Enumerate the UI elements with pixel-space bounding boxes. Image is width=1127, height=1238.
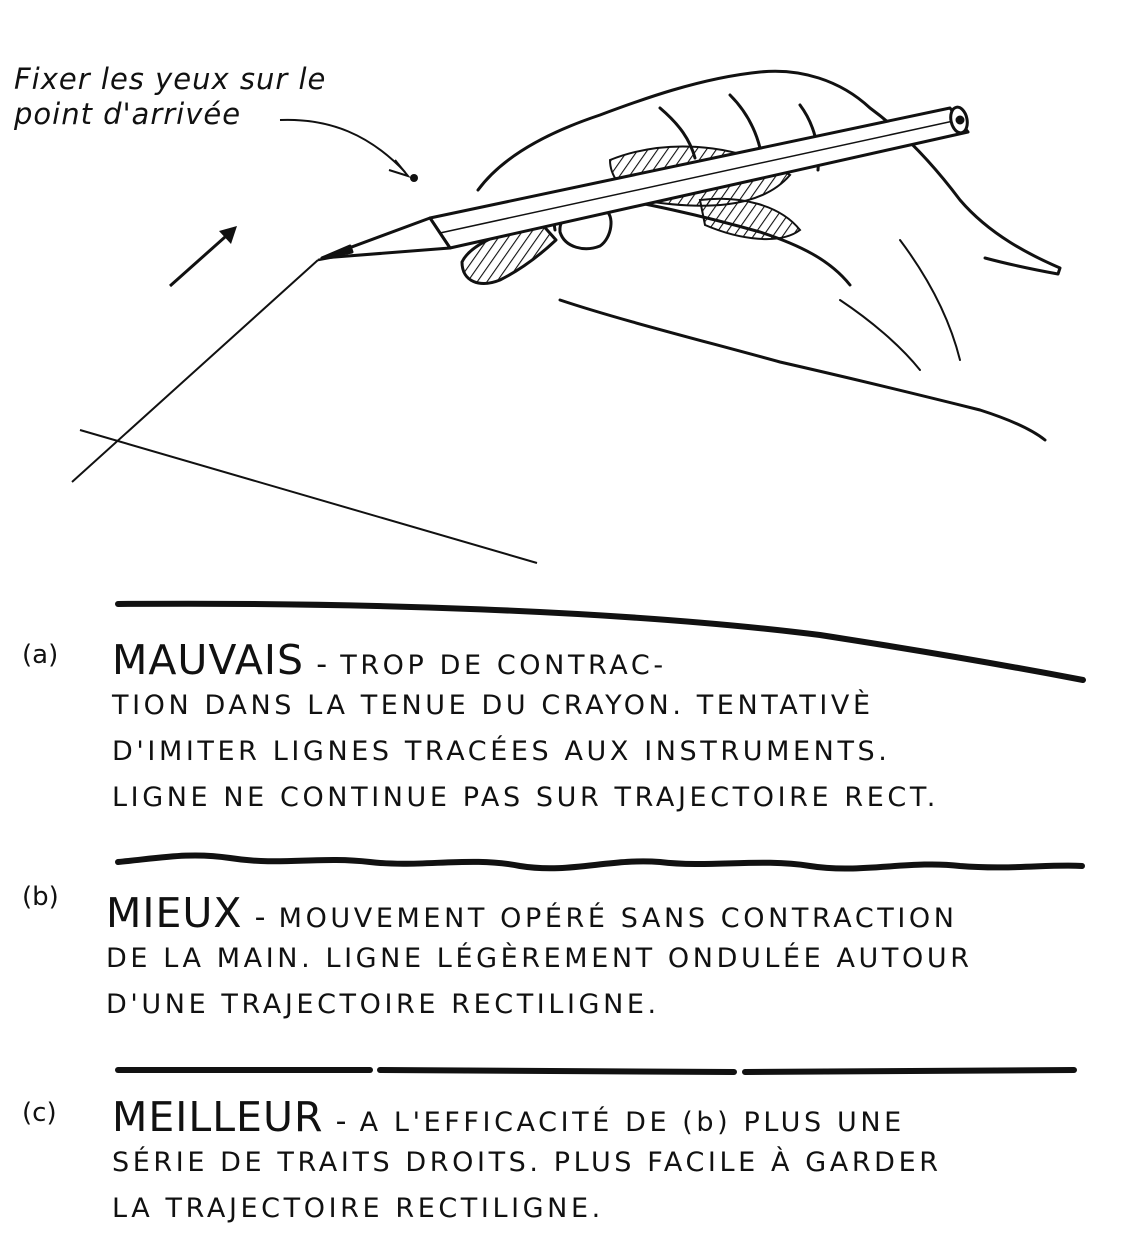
item-a-label: (a) [22,640,59,670]
item-c-heading: MEILLEUR [112,1093,324,1141]
item-c-label: (c) [22,1098,57,1128]
item-c-text [112,1094,942,1232]
item-a-first-line: MAUVAIS - TROP DE CONTRAC- [112,636,667,684]
drawn-lines [72,250,537,563]
target-dot [410,174,418,182]
item-c-line-1: SÉRIE DE TRAITS DROITS. PLUS FACILE À GARDER [112,1147,942,1178]
hand-drawing [462,71,1060,440]
direction-arrow [170,226,237,286]
annotation-line-2: point d'arrivée [14,97,242,131]
item-b-first-line: MIEUX - MOUVEMENT OPÉRÉ SANS CONTRACTION [106,889,958,937]
sample-line-b [118,855,1082,868]
item-b-line-1: DE LA MAIN. LIGNE LÉGÈREMENT ONDULÉE AUTOUR [106,943,973,974]
item-a-line-1: TION DANS LA TENUE DU CRAYON. TENTATIVÈ [112,690,874,721]
item-a-line-3: LIGNE NE CONTINUE PAS SUR TRAJECTOIRE RECT. [112,782,939,813]
pencil [322,106,970,258]
annotation-line-1: Fixer les yeux sur le [14,62,327,96]
item-b-line-2: D'UNE TRAJECTOIRE RECTILIGNE. [106,989,660,1020]
item-a-heading: MAUVAIS [112,636,305,684]
item-b-label: (b) [22,882,59,912]
item-c-first-line: MEILLEUR - A L'EFFICACITÉ DE (b) PLUS UNE [112,1093,905,1141]
item-a-line-2: D'IMITER LIGNES TRACÉES AUX INSTRUMENTS. [112,736,891,767]
item-a-text [112,637,939,821]
item-c-line-2: LA TRAJECTOIRE RECTILIGNE. [112,1193,604,1224]
sample-line-c [118,1070,1074,1072]
item-b-heading: MIEUX [106,889,243,937]
annotation [14,62,394,132]
item-b-text [106,890,973,1028]
